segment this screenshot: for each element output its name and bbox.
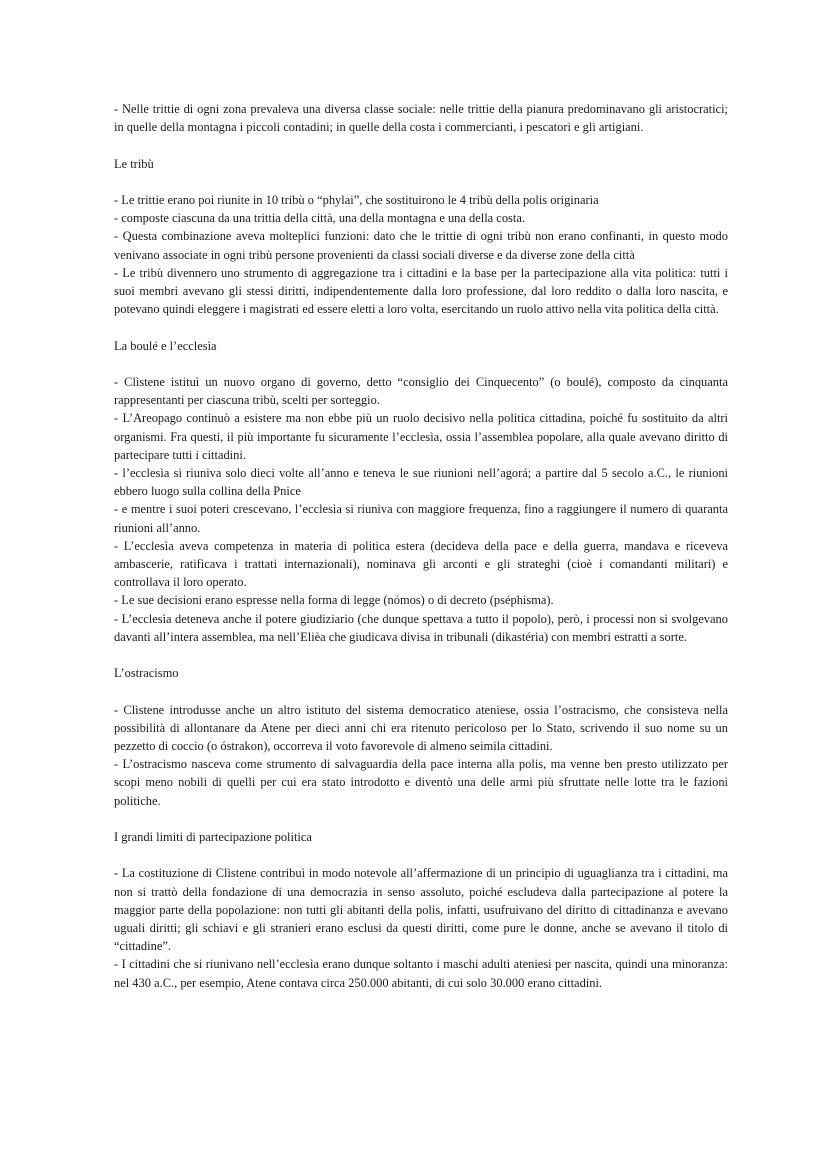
- document-page: [114, 100, 728, 1010]
- paragraph: - La costituzione di Clìstene contribuì in modo notevole all’affermazione di un principio di uguaglianza tra i cittadini, ma non si trattò della fondazione di una democrazia in senso assoluto, poiché escludeva dalla partecipazione al potere la maggior parte della popolazione: non tutti gli abitanti della polis, infatti, usufruivano del diritto di cittadinanza e avevano uguali diritti; gli schiavi e gli stranieri erano esclusi da questi diritti, come pure le donne, anche se avevano il titolo di “cittadine”.: [114, 866, 728, 954]
- paragraph: - l’ecclesìa si riuniva solo dieci volte all’anno e teneva le sue riunioni nell’agorá; a partire dal 5 secolo a.C., le riunioni ebbero luogo sulla collina della Pnice: [114, 466, 728, 499]
- paragraph: - L’ostracismo nasceva come strumento di salvaguardia della pace interna alla polis, ma venne ben presto utilizzato per scopi meno nobili di quelli per cui era stato introdotto e diventò una delle armi più sfruttate nelle lotte tra le fazioni politiche.: [114, 757, 728, 808]
- paragraph: - composte ciascuna da una trittia della città, una della montagna e una della costa.: [114, 211, 525, 226]
- paragraph: - Le tribù divennero uno strumento di aggregazione tra i cittadini e la base per la partecipazione alla vita politica: tutti i suoi membri avevano gli stessi diritti, indipendentemente dalla loro professione, dal loro reddito o dalla loro nascita, e potevano quindi eleggere i magistrati ed essere eletti a loro volta, esercitando un ruolo attivo nella vita politica della città.: [114, 265, 728, 317]
- section-tribu: [114, 191, 728, 318]
- section-heading-tribu: Le tribù: [114, 156, 154, 171]
- section-heading-limiti: I grandi limiti di partecipazione politica: [114, 830, 312, 845]
- paragraph: - Questa combinazione aveva molteplici funzioni: dato che le trittie di ogni tribù non erano confinanti, in questo modo venivano associate in ogni tribù persone provenienti da classi sociali diverse e da diverse zone della città: [114, 229, 728, 262]
- paragraph: - L’ecclesìa aveva competenza in materia di politica estera (decideva della pace e della guerra, mandava e riceveva ambascerie, ratificava i trattati internazionali), nominava gli arconti e gli strateghi (cioè i comandanti militari) e controllava il loro operato.: [114, 538, 728, 590]
- section-limiti: [114, 864, 728, 991]
- paragraph: - I cittadini che si riunivano nell’ecclesìa erano dunque soltanto i maschi adulti ateniesi per nascita, quindi una minoranza: nel 430 a.C., per esempio, Atene contava circa 250.000 abitanti, di cui solo 30.000 erano cittadini.: [114, 957, 728, 990]
- paragraph: - Le trittie erano poi riunite in 10 tribù o “phylai”, che sostituirono le 4 tribù della polis originaria: [114, 192, 599, 207]
- paragraph: - e mentre i suoi poteri crescevano, l’ecclesìa si riuniva con maggiore frequenza, fino a raggiungere il numero di quaranta riunioni all’anno.: [114, 502, 728, 535]
- paragraph: - Clìstene istituì un nuovo organo di governo, detto “consiglio dei Cinquecento” (o boulé), composto da cinquanta rappresentanti per ciascuna tribù, scelti per sorteggio.: [114, 374, 728, 408]
- section-heading-boule: La boulé e l’ecclesìa: [114, 338, 217, 353]
- section-ostracismo: [114, 701, 728, 810]
- paragraph: - L’ecclesìa deteneva anche il potere giudiziario (che dunque spettava a tutto il popolo), però, i processi non si svolgevano davanti all’intera assemblea, ma nell’Elièa che giudicava divisa in tribunali (dikastéria) con membri estratti a sorte.: [114, 611, 728, 644]
- paragraph: - Clìstene introdusse anche un altro istituto del sistema democratico ateniese, ossia l’ostracismo, che consisteva nella possibilità di allontanare da Atene per dieci anni chi era ritenuto pericoloso per lo Stato, scrivendo il suo nome su un pezzetto di coccio (o óstrakon), occorreva il voto favorevole di almeno seimila cittadini.: [114, 702, 728, 754]
- section-boule: [114, 373, 728, 646]
- paragraph: - Nelle trittie di ogni zona prevaleva una diversa classe sociale: nelle trittie della pianura predominavano gli aristocratici; in quelle della montagna i piccoli contadini; in quelle della costa i commercianti, i pescatori e gli artigiani.: [114, 102, 728, 135]
- section-heading-ostracismo: L’ostracismo: [114, 666, 179, 681]
- section-intro: [114, 100, 728, 136]
- paragraph: - Le sue decisioni erano espresse nella forma di legge (nómos) o di decreto (pséphisma).: [114, 593, 554, 608]
- paragraph: - L’Areopago continuò a esistere ma non ebbe più un ruolo decisivo nella politica cittadina, poiché fu sostituito da altri organismi. Fra questi, il più importante fu sicuramente l’ecclesìa, ossia l’assemblea popolare, alla quale avevano diritto di partecipare tutti i cittadini.: [114, 411, 728, 462]
